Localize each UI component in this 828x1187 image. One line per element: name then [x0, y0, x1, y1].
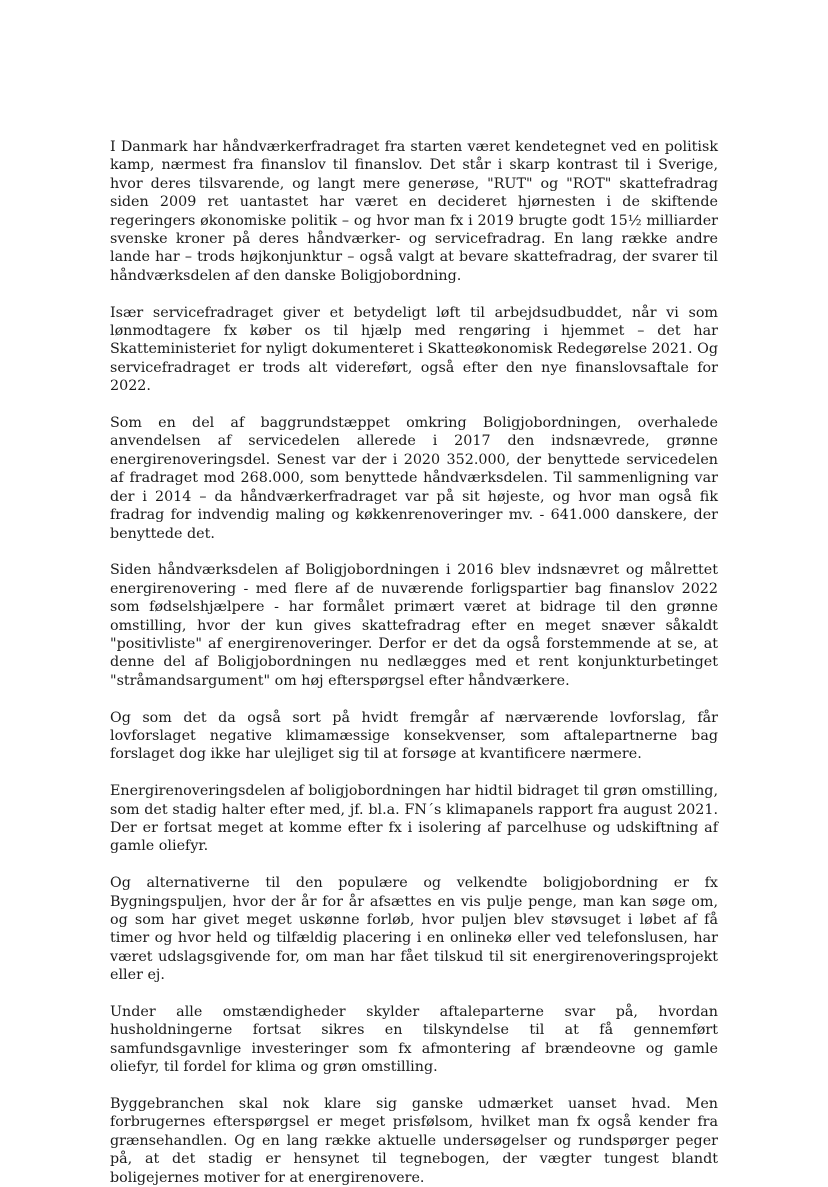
paragraph-6: Energirenoveringsdelen af boligjobordningen har hidtil bidraget til grøn omstilling, som det stadig halter efter med, jf. bl.a. FN´s klimapanels rapport fra august 2021. Der er fortsat meget at komme efter fx i isolering af parcelhuse og udskiftning af gamle oliefyr.	[110, 783, 718, 855]
paragraph-3: Som en del af baggrundstæppet omkring Boligjobordningen, overhalede anvendelsen af servicedelen allerede i 2017 den indsnævrede, grønne energirenoveringsdel. Senest var der i 2020 352.000, der benyttede servicedelen af fradraget mod 268.000, som benyttede håndværksdelen. Til sammenligning var der i 2014 – da håndværkerfradraget var på sit højeste, og hvor man også fik fradrag for indvendig maling og køkkenrenoveringer mv. - 641.000 danskere, der benyttede det.	[110, 415, 718, 542]
document-body	[110, 138, 718, 1187]
paragraph-7: Og alternativerne til den populære og velkendte boligjobordning er fx Bygningspuljen, hvor der år for år afsættes en vis pulje penge, man kan søge om, og som har givet meget uskønne forløb, hvor puljen blev støvsuget i løbet af få timer og hvor held og tilfældig placering i en onlinekø eller ved telefonslusen, har været udslagsgivende for, om man har fået tilskud til sit energirenoveringsprojekt eller ej.	[110, 875, 718, 984]
paragraph-1: I Danmark har håndværkerfradraget fra starten været kendetegnet ved en politisk kamp, nærmest fra finanslov til finanslov. Det står i skarp kontrast til i Sverige, hvor deres tilsvarende, og langt mere generøse, "RUT" og "ROT" skattefradrag siden 2009 ret uantastet har været en decideret hjørnesten i de skiftende regeringers økonomiske politik – og hvor man fx i 2019 brugte godt 15½ milliarder svenske kroner på deres håndværker- og servicefradrag. En lang række andre lande har – trods højkonjunktur – også valgt at bevare skattefradrag, der svarer til håndværksdelen af den danske Boligjobordning.	[110, 139, 718, 284]
paragraph-4: Siden håndværksdelen af Boligjobordningen i 2016 blev indsnævret og målrettet energirenovering - med flere af de nuværende forligspartier bag finanslov 2022 som fødselshjælpere - har formålet primært været at bidrage til den grønne omstilling, hvor der kun gives skattefradrag efter en meget snæver såkaldt "positivliste" af energirenoveringer. Derfor er det da også forstemmende at se, at denne del af Boligjobordningen nu nedlægges med et rent konjunkturbetinget "stråmandsargument" om høj efterspørgsel efter håndværkere.	[110, 562, 718, 689]
paragraph-2: Især servicefradraget giver et betydeligt løft til arbejdsudbuddet, når vi som lønmodtagere fx køber os til hjælp med rengøring i hjemmet – det har Skatteministeriet for nyligt dokumenteret i Skatteøkonomisk Redegørelse 2021. Og servicefradraget er trods alt videreført, også efter den nye finanslovsaftale for 2022.	[110, 304, 718, 395]
paragraph-9: Byggebranchen skal nok klare sig ganske udmærket uanset hvad. Men forbrugernes efterspørgsel er meget prisfølsom, hvilket man fx også kender fra grænsehandlen. Og en lang række aktuelle undersøgelser og rundspørger peger på, at det stadig er hensynet til tegnebogen, der vægter tungest blandt boligejernes motiver for at energirenovere.	[110, 1096, 718, 1186]
paragraph-8: Under alle omstændigheder skylder aftaleparterne svar på, hvordan husholdningerne fortsat sikres en tilskyndelse til at få gennemført samfundsgavnlige investeringer som fx afmontering af brændeovne og gamle oliefyr, til fordel for klima og grøn omstilling.	[110, 1003, 718, 1076]
paragraph-5: Og som det da også sort på hvidt fremgår af nærværende lovforslag, får lovforslaget negative klimamæssige konsekvenser, som aftalepartnerne bag forslaget dog ikke har ulejliget sig til at forsøge at kvantificere nærmere.	[110, 709, 718, 763]
